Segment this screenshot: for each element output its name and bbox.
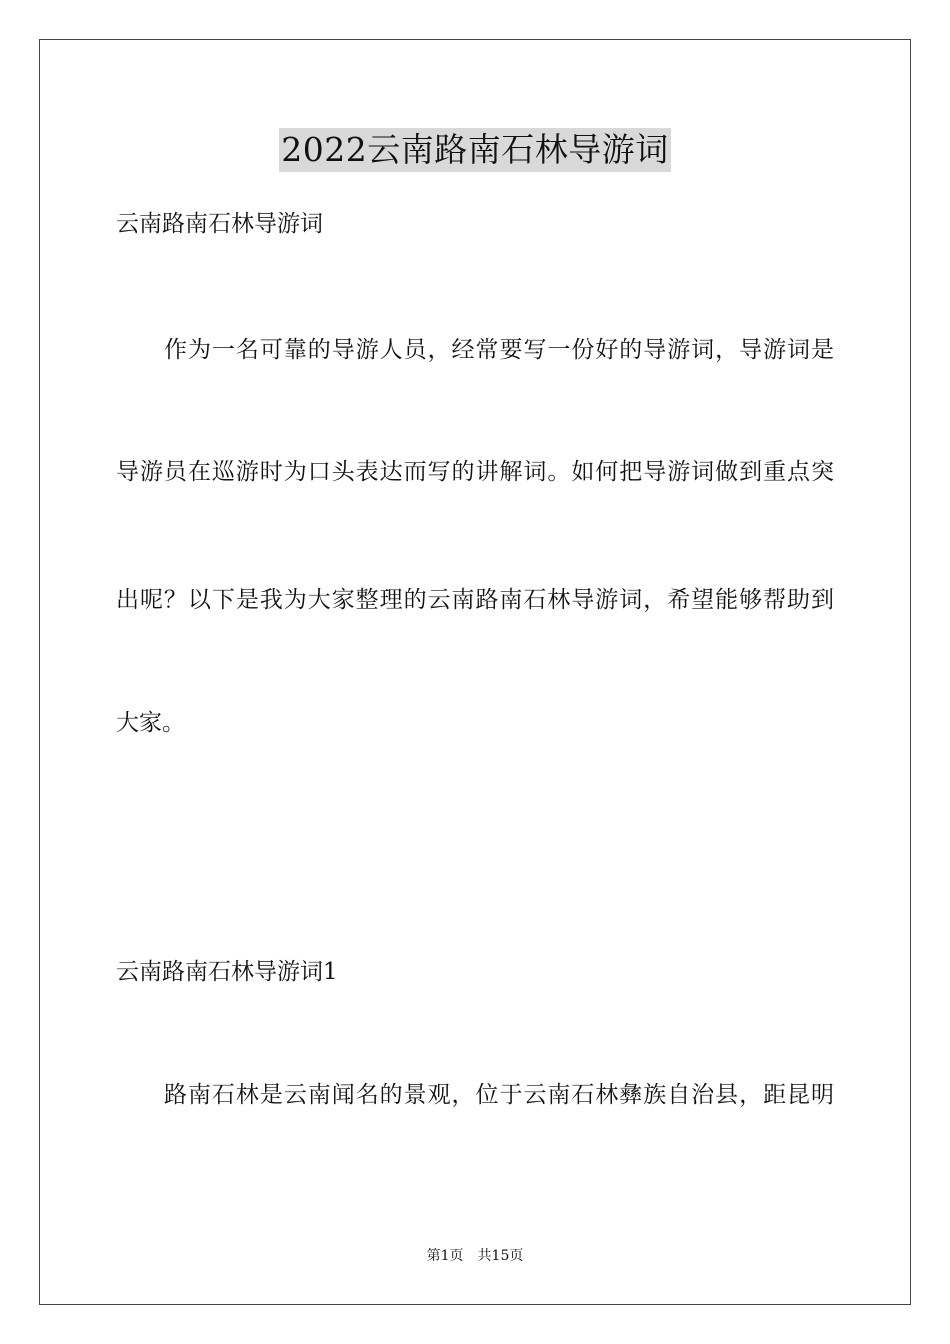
page-number: 第1页: [426, 1248, 464, 1264]
document-title: 2022云南路南石林导游词: [279, 128, 670, 172]
paragraph-line: 路南石林是云南闻名的景观，位于云南石林彝族自治县，距昆明: [164, 1082, 834, 1108]
paragraph-line: 大家。: [116, 710, 185, 736]
page-footer: [0, 1247, 950, 1265]
paragraph-line: 出呢？以下是我为大家整理的云南路南石林导游词，希望能够帮助到: [116, 587, 834, 613]
paragraph-line: 作为一名可靠的导游人员，经常要写一份好的导游词，导游词是: [164, 337, 834, 363]
paragraph-line: 导游员在巡游时为口头表达而写的讲解词。如何把导游词做到重点突: [116, 459, 834, 485]
page-total: 共15页: [477, 1248, 524, 1264]
title-container: [0, 128, 950, 172]
document-subtitle: 云南路南石林导游词: [116, 211, 323, 237]
section-heading: 云南路南石林导游词1: [116, 959, 338, 985]
